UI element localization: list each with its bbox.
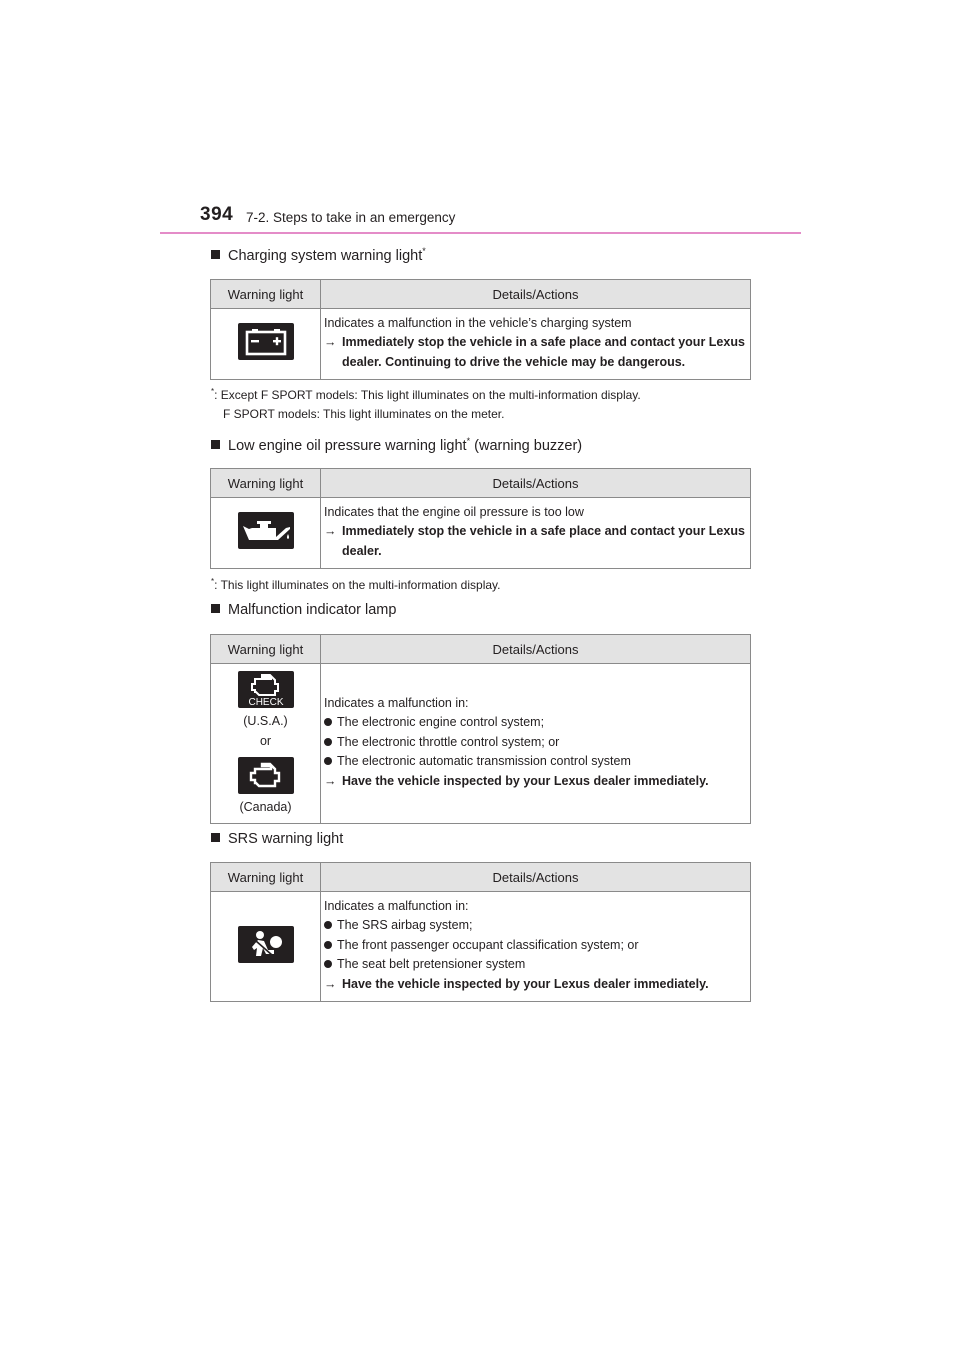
malfunction-action: → Have the vehicle inspected by your Lexus dealer immediately. xyxy=(324,772,746,791)
list-item: The seat belt pretensioner system xyxy=(324,955,746,974)
malfunction-warning-table xyxy=(210,634,751,824)
list-item: The SRS airbag system; xyxy=(324,916,746,935)
table-header-row xyxy=(211,635,751,664)
bullet-dot-icon xyxy=(324,752,337,771)
srs-description: Indicates a malfunction in: xyxy=(324,899,469,914)
page-number: 394 xyxy=(200,204,234,225)
arrow-right-icon: → xyxy=(324,524,337,539)
oil-description: Indicates that the engine oil pressure is too low xyxy=(324,504,584,519)
table-header-row xyxy=(211,469,751,498)
region-label-usa: (U.S.A.) xyxy=(243,713,288,728)
column-header-details: Details/Actions xyxy=(321,280,751,309)
arrow-right-icon: → xyxy=(324,773,337,788)
oil-can-icon xyxy=(238,512,294,549)
or-label: or xyxy=(259,734,272,749)
column-header-warning-light: Warning light xyxy=(211,635,321,664)
srs-action: → Have the vehicle inspected by your Lexus dealer immediately. xyxy=(324,975,746,994)
list-item: The electronic throttle control system; or xyxy=(324,733,746,752)
engine-icon xyxy=(238,757,294,794)
check-engine-icon xyxy=(238,671,294,708)
airbag-icon xyxy=(238,926,294,963)
table-header-row xyxy=(211,280,751,309)
section-heading-charging: Charging system warning light* xyxy=(211,246,426,264)
arrow-right-icon: → xyxy=(324,976,337,991)
srs-warning-table xyxy=(210,862,751,1002)
list-item: The electronic automatic transmission control system xyxy=(324,752,746,771)
oil-footnote: *: This light illuminates on the multi-information display. xyxy=(211,577,501,592)
page-header xyxy=(200,204,760,234)
arrow-right-icon: → xyxy=(324,335,337,350)
square-bullet-icon xyxy=(211,250,220,259)
column-header-warning-light: Warning light xyxy=(211,280,321,309)
bullet-dot-icon xyxy=(324,936,337,955)
list-item: The electronic engine control system; xyxy=(324,713,746,732)
region-label-canada: (Canada) xyxy=(239,799,292,814)
bullet-dot-icon xyxy=(324,713,337,732)
table-row xyxy=(211,892,751,1002)
table-header-row xyxy=(211,863,751,892)
malfunction-description: Indicates a malfunction in: xyxy=(324,696,469,711)
list-item: The front passenger occupant classification system; or xyxy=(324,936,746,955)
oil-action: → Immediately stop the vehicle in a safe place and contact your Lexus dealer. xyxy=(324,522,746,561)
oil-warning-table xyxy=(210,468,751,569)
column-header-details: Details/Actions xyxy=(321,635,751,664)
check-label: CHECK xyxy=(247,696,284,708)
chapter-title: 7-2. Steps to take in an emergency xyxy=(246,210,456,225)
bullet-dot-icon xyxy=(324,733,337,752)
battery-icon xyxy=(238,323,294,360)
charging-action: → Immediately stop the vehicle in a safe place and contact your Lexus dealer. Continuing to drive the vehicle may be dangerous. xyxy=(324,333,746,372)
square-bullet-icon xyxy=(211,833,220,842)
charging-footnote: *: Except F SPORT models: This light illuminates on the multi-information display. F SPORT models: This light illuminates on the meter. xyxy=(211,387,641,422)
column-header-warning-light: Warning light xyxy=(211,469,321,498)
bullet-dot-icon xyxy=(324,916,337,935)
charging-warning-table xyxy=(210,279,751,380)
bullet-dot-icon xyxy=(324,955,337,974)
table-row xyxy=(211,498,751,569)
charging-description: Indicates a malfunction in the vehicle’s charging system xyxy=(324,315,632,330)
square-bullet-icon xyxy=(211,604,220,613)
header-divider xyxy=(160,232,801,234)
section-heading-oil: Low engine oil pressure warning light* (warning buzzer) xyxy=(211,436,582,454)
column-header-warning-light: Warning light xyxy=(211,863,321,892)
table-row xyxy=(211,309,751,380)
square-bullet-icon xyxy=(211,440,220,449)
column-header-details: Details/Actions xyxy=(321,863,751,892)
section-heading-srs: SRS warning light xyxy=(211,831,343,847)
section-heading-malfunction: Malfunction indicator lamp xyxy=(211,602,396,618)
table-row xyxy=(211,664,751,824)
column-header-details: Details/Actions xyxy=(321,469,751,498)
